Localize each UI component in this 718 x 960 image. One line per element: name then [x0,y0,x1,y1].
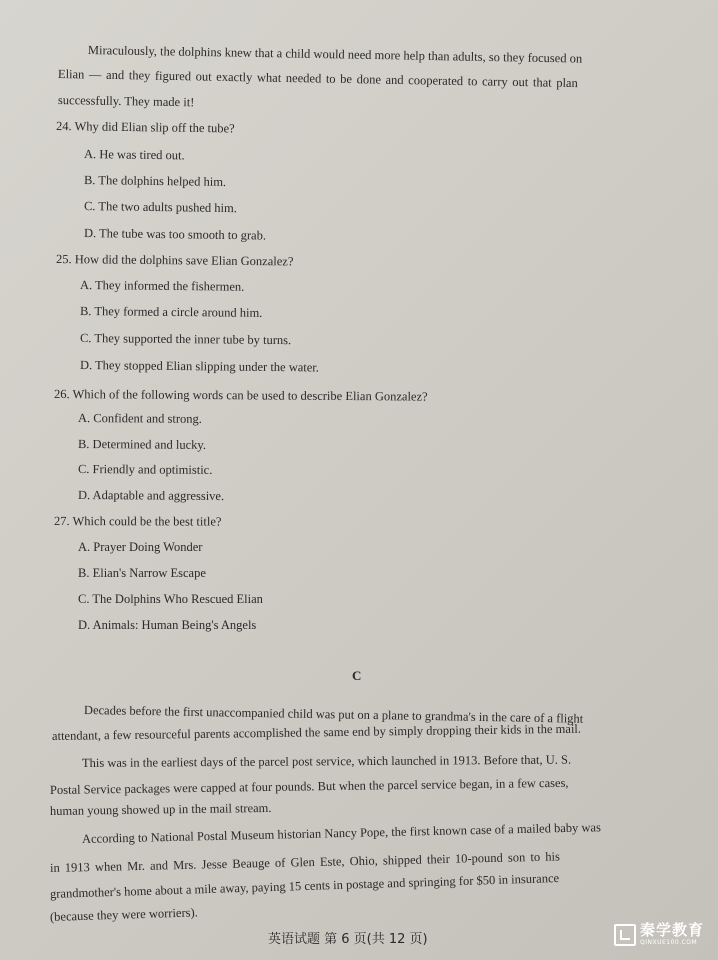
passage-c-line: This was in the earliest days of the parcel post service, which launched in 1913. Before that, U. S. [81,752,572,770]
passage-line: Miraculously, the dolphins knew that a child would need more help than adults, so they focused on [87,43,583,66]
question-27: 27. Which could be the best title? [53,514,222,529]
option-27b: B. Elian's Narrow Escape [78,566,206,580]
option-26d: D. Adaptable and aggressive. [77,488,225,504]
logo-url: QINXUE100.COM [639,939,698,946]
logo-name: 秦学教育 [639,921,704,939]
passage-line: Elian — and they figured out exactly what needed to be done and cooperated to carry out that plan [57,67,578,91]
passage-c-line: Postal Service packages were capped at four pounds. But when the parcel service began, in a few cases, [49,775,569,797]
option-25c: C. They supported the inner tube by turns. [79,331,292,348]
page-footer: 英语试题 第 6 页(共 12 页) [268,932,428,947]
option-27a: A. Prayer Doing Wonder [78,540,203,554]
option-27c: C. The Dolphins Who Rescued Elian [78,592,263,606]
passage-c-line: attendant, a few resourceful parents accomplished the same end by simply dropping their kids in the mail. [51,721,582,743]
section-heading: C [352,668,362,683]
passage-c-line: human young showed up in the mail stream. [49,800,272,818]
passage-c-line: in 1913 when Mr. and Mrs. Jesse Beauge of Glen Este, Ohio, shipped their 10-pound son to his [49,849,561,875]
logo-icon [614,924,636,946]
question-24: 24. Why did Elian slip off the tube? [55,119,235,136]
option-24d: D. The tube was too smooth to grab. [83,226,267,243]
option-26a: A. Confident and strong. [77,411,202,426]
option-26b: B. Determined and lucky. [77,437,207,452]
passage-line: successfully. They made it! [57,93,195,110]
question-25: 25. How did the dolphins save Elian Gonzalez? [55,252,294,269]
option-26c: C. Friendly and optimistic. [77,462,213,477]
option-25b: B. They formed a circle around him. [79,304,263,320]
passage-c-line: grandmother's home about a mile away, paying 15 cents in postage and springing for $50 in insurance [49,871,560,901]
option-24a: A. He was tired out. [83,147,185,163]
option-25d: D. They stopped Elian slipping under the water. [79,358,320,375]
option-27d: D. Animals: Human Being's Angels [78,618,257,632]
passage-c-line: According to National Postal Museum historian Nancy Pope, the first known case of a mailed baby was [81,820,602,846]
passage-c-line: (because they were worriers). [49,905,198,924]
watermark-logo [614,923,704,946]
option-25a: A. They informed the fishermen. [79,278,245,294]
passage-c-line: Decades before the first unaccompanied child was put on a plane to grandma's in the care of a flight [83,703,584,726]
question-26: 26. Which of the following words can be used to describe Elian Gonzalez? [53,387,428,404]
option-24b: B. The dolphins helped him. [83,173,227,189]
option-24c: C. The two adults pushed him. [83,199,237,216]
